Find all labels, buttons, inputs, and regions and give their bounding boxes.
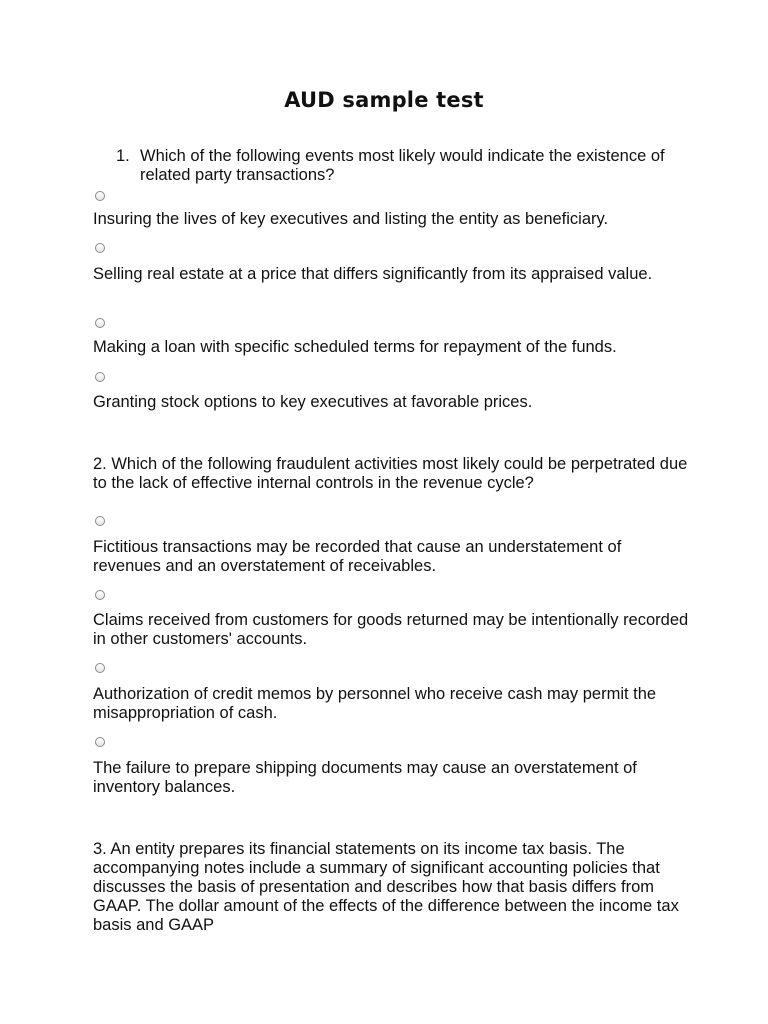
question-2-text: 2. Which of the following fraudulent activities most likely could be perpetrated due to the lack of effective internal controls in the revenue cycle?: [93, 455, 688, 492]
radio-button[interactable]: [95, 737, 105, 747]
answer-option: Authorization of credit memos by personnel who receive cash may permit the misappropriation of cash.: [93, 685, 657, 722]
answer-option: Claims received from customers for goods returned may be intentionally recorded in other customers' accounts.: [93, 611, 689, 648]
question-number: 1.: [116, 147, 130, 165]
radio-button[interactable]: [95, 318, 105, 328]
answer-option: Granting stock options to key executives at favorable prices.: [93, 393, 533, 411]
answer-option: Fictitious transactions may be recorded that cause an understatement of revenues and an overstatement of receivables.: [93, 538, 622, 575]
answer-option: Selling real estate at a price that differs significantly from its appraised value.: [93, 265, 653, 283]
radio-button[interactable]: [95, 590, 105, 600]
document-title: AUD sample test: [284, 88, 484, 112]
radio-button[interactable]: [95, 191, 105, 201]
radio-button[interactable]: [95, 516, 105, 526]
question-3-text: 3. An entity prepares its financial statements on its income tax basis. The accompanying notes include a summary of significant accounting policies that discusses the basis of presentation and describes how that basis differs from GAAP. The dollar amount of the effects of the difference between the income tax basis and GAAP: [93, 840, 679, 934]
question-text: Which of the following events most likely would indicate the existence of related party transactions?: [140, 147, 665, 184]
answer-option: The failure to prepare shipping documents may cause an overstatement of inventory balances.: [93, 759, 637, 796]
radio-button[interactable]: [95, 372, 105, 382]
radio-button[interactable]: [95, 243, 105, 253]
radio-button[interactable]: [95, 663, 105, 673]
answer-option: Making a loan with specific scheduled terms for repayment of the funds.: [93, 338, 617, 356]
question-1: [116, 147, 676, 185]
answer-option: Insuring the lives of key executives and listing the entity as beneficiary.: [93, 210, 609, 228]
